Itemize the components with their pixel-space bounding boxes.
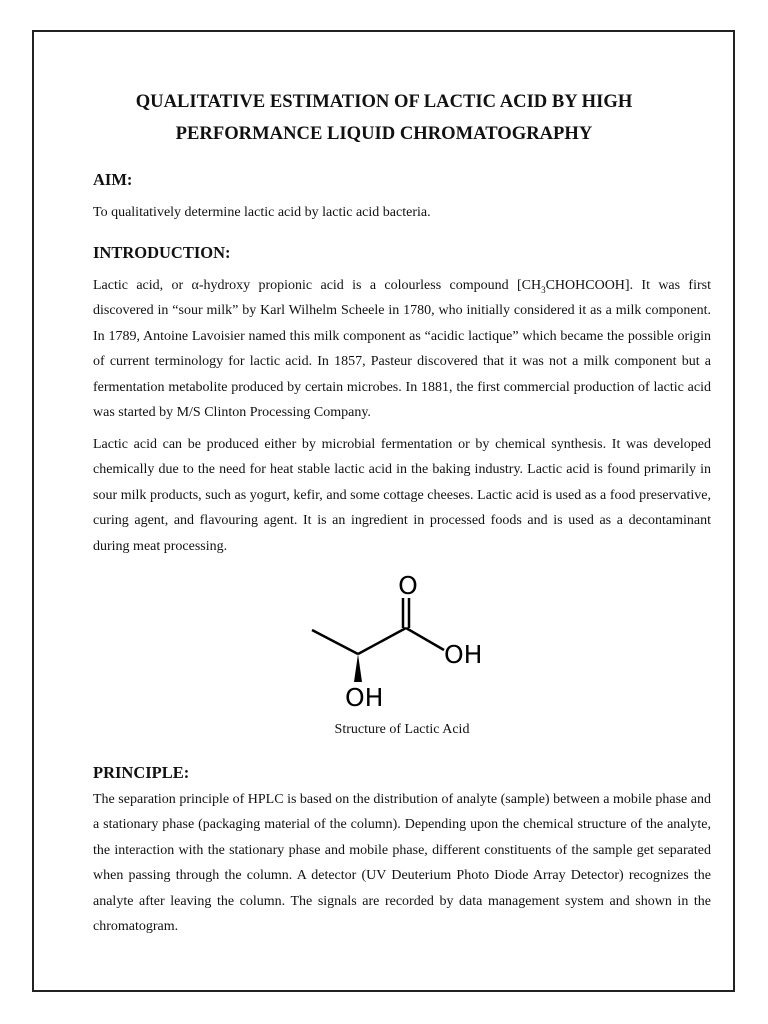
introduction-paragraph-2: Lactic acid can be produced either by microbial fermentation or by chemical synthesis. It was developed chemically due to the need for heat stable lactic acid in the baking industry. Lactic acid is found primarily in sour milk products, such as yogurt, kefir, and some cottage cheeses. Lactic acid is used as a food preservative, curing agent, and flavouring agent. It is an ingredient in processed foods and is used as a decontaminant during meat processing. (93, 437, 711, 554)
intro-p1-start: Lactic acid, or α-hydroxy propionic acid is a colourless compound [CH (93, 278, 542, 293)
principle-heading: PRINCIPLE: (93, 763, 190, 782)
aim-text: To qualitatively determine lactic acid by lactic acid bacteria. (93, 205, 431, 220)
lactic-acid-structure (300, 568, 510, 718)
formula-subscript: 3 (541, 284, 546, 295)
principle-paragraph: The separation principle of HPLC is based on the distribution of analyte (sample) between a mobile phase and a stationary phase (packaging material of the column). Depending upon the chemical structure of the analyte, the interaction with the stationary phase and mobile phase, different constituents of the sample get separated when passing through the column. A detector (UV Deuterium Photo Diode Array Detector) recognizes the analyte after leaving the column. The signals are recorded by data management system and shown in the chromatogram. (93, 792, 711, 935)
atom-o: O (398, 571, 418, 600)
wedge-bond (354, 654, 362, 682)
hydroxyl-bond (406, 628, 444, 650)
title-line-2: PERFORMANCE LIQUID CHROMATOGRAPHY (175, 123, 593, 144)
introduction-heading: INTRODUCTION: (93, 243, 231, 262)
title-line-1: QUALITATIVE ESTIMATION OF LACTIC ACID BY HIGH (135, 91, 633, 112)
atom-oh-acid: OH (444, 640, 483, 669)
aim-heading: AIM: (93, 170, 133, 189)
structure-caption: Structure of Lactic Acid (334, 722, 470, 737)
intro-p1-end: CHOHCOOH]. It was first discovered in “sour milk” by Karl Wilhelm Scheele in 1780, who initially considered it as a milk component. In 1789, Antoine Lavoisier named this milk component as “acidic lactique” which became the possible origin of current terminology for lactic acid. In 1857, Pasteur discovered that it was not a milk component but a fermentation metabolite produced by certain microbes. In 1881, the first commercial production of lactic acid was started by M/S Clinton Processing Company. (93, 278, 711, 421)
carboxyl-bond (358, 628, 406, 654)
methyl-bond (312, 630, 358, 654)
document-title (60, 86, 708, 150)
introduction-paragraph-1 (93, 273, 711, 425)
atom-oh-alpha: OH (345, 683, 384, 712)
